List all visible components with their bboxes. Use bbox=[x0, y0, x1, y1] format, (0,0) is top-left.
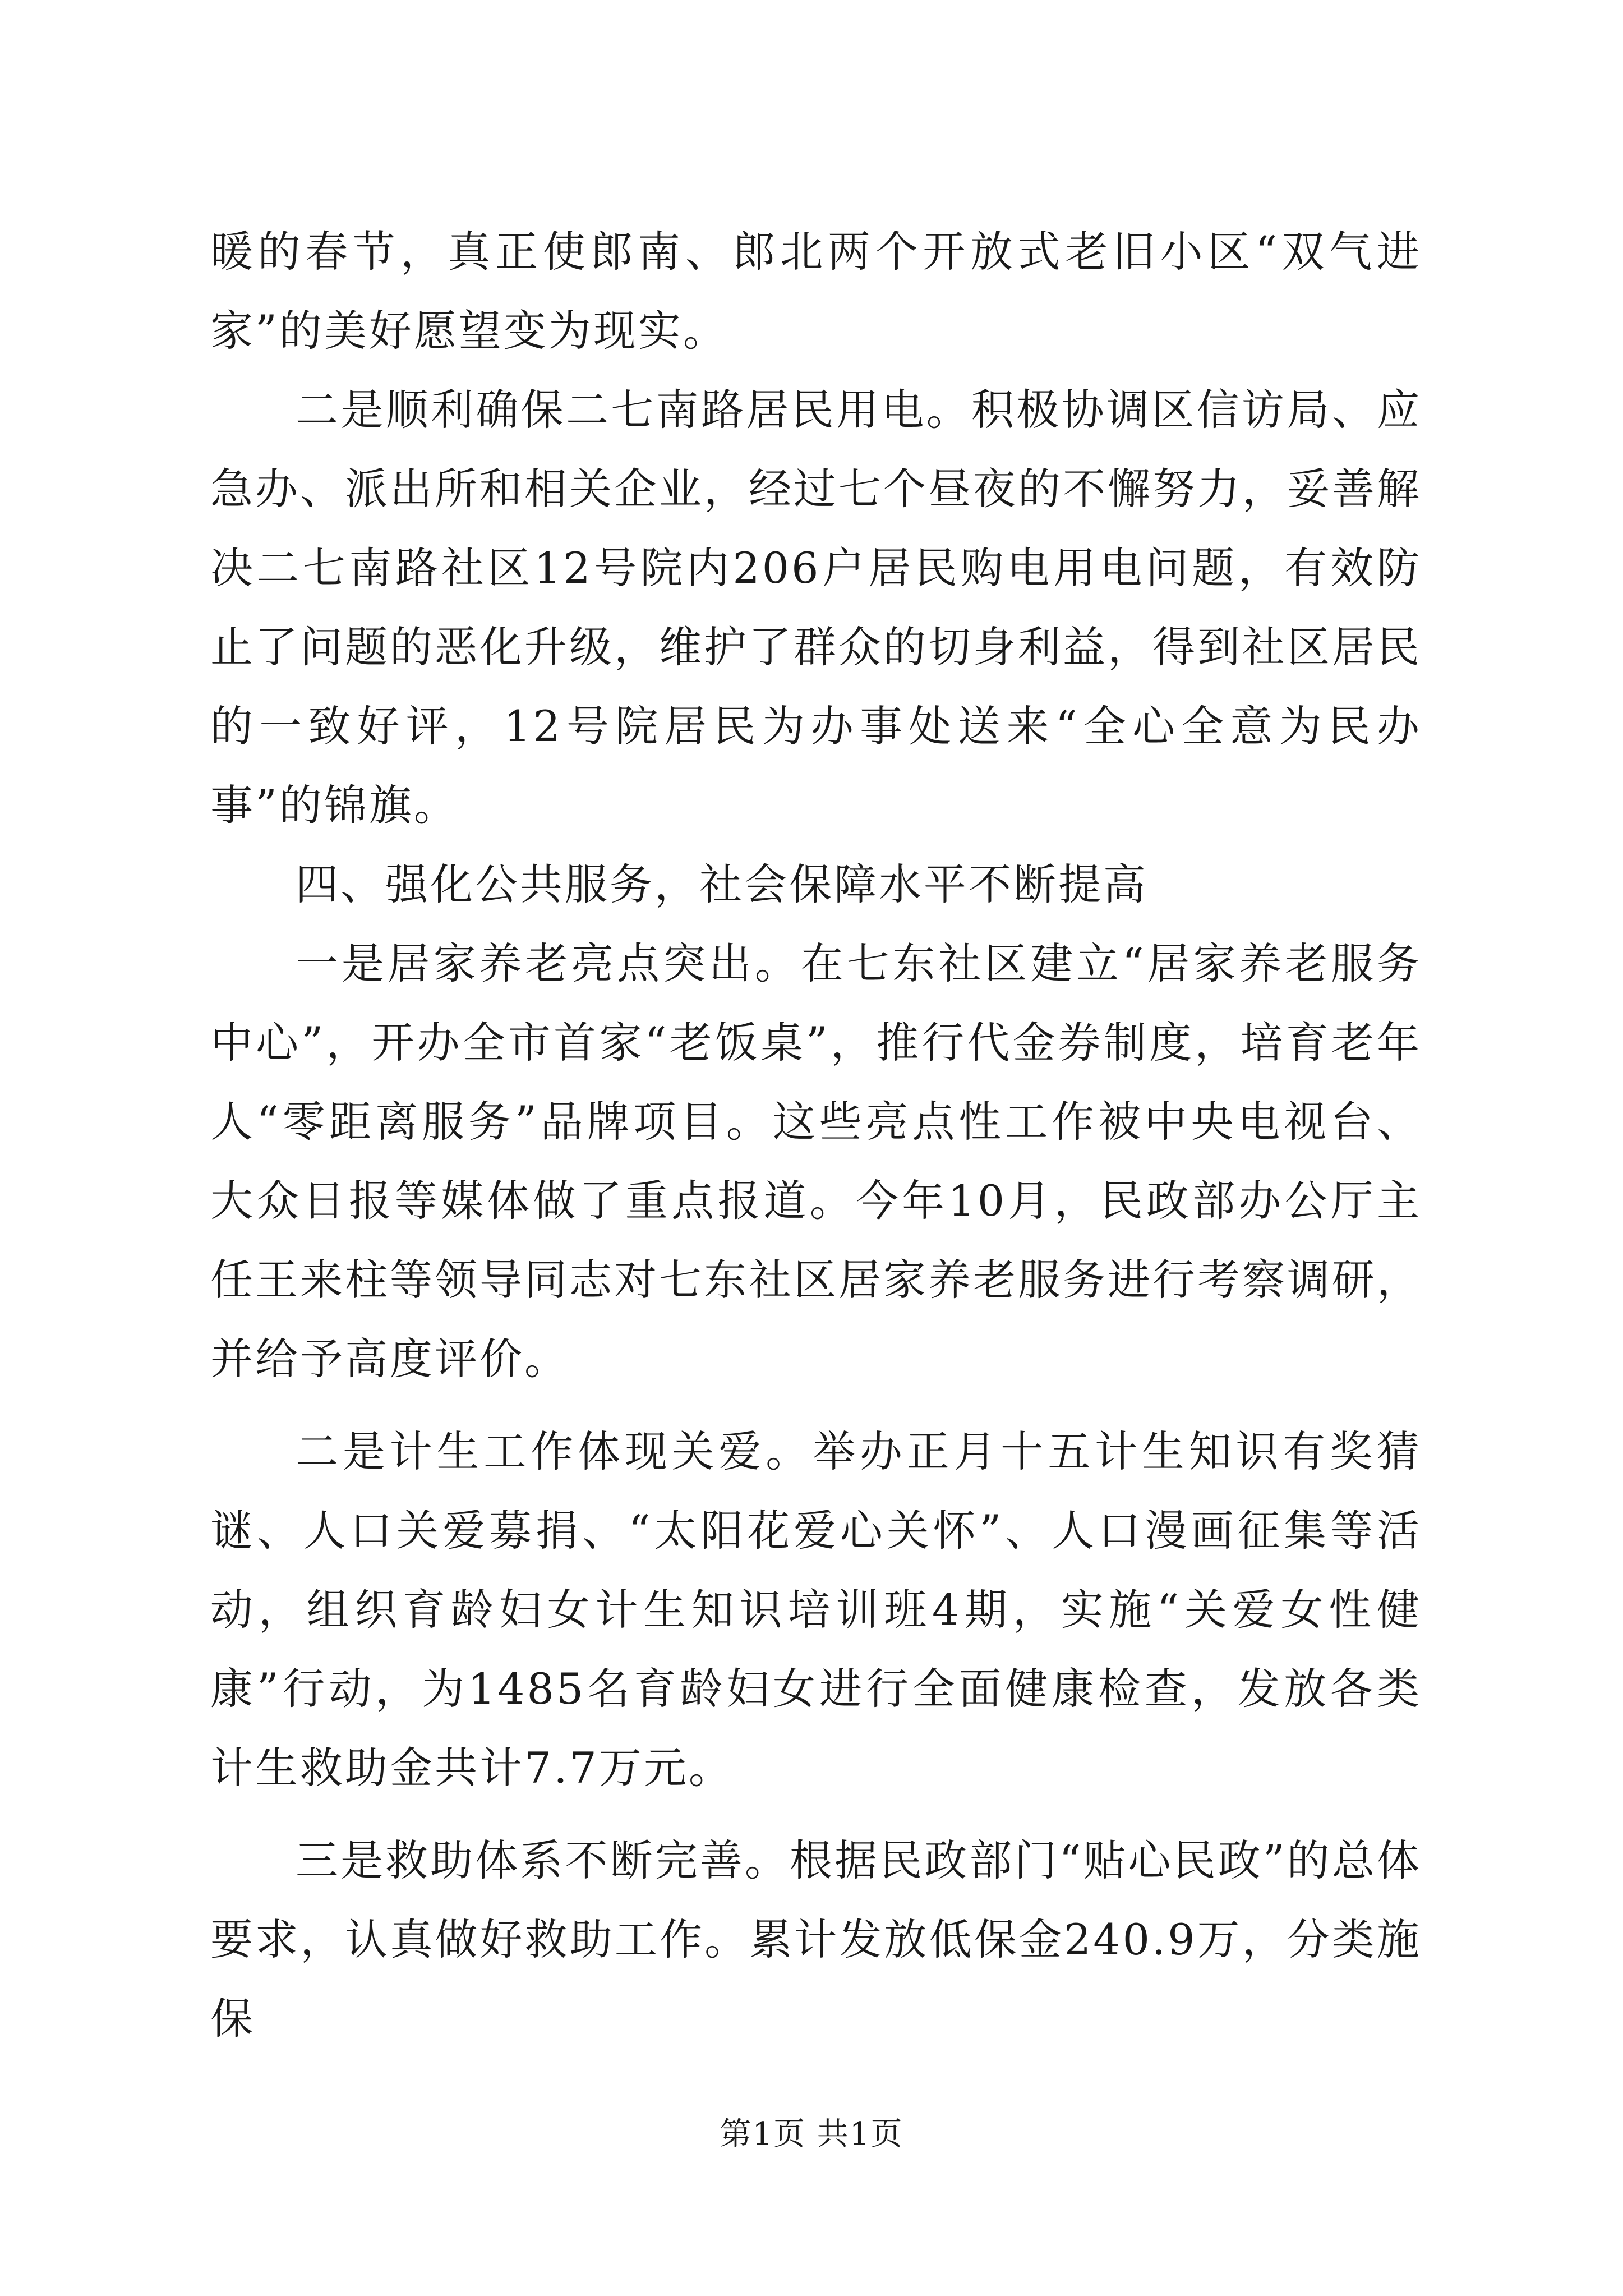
paragraph-continuation: 暖的春节，真正使郎南、郎北两个开放式老旧小区“双气进家”的美好愿望变为现实。 bbox=[210, 227, 1422, 356]
paragraph-electricity: 二是顺利确保二七南路居民用电。积极协调区信访局、应急办、派出所和相关企业，经过七个昼夜的不懈努力，妥善解决二七南路社区12号院内206户居民购电用电问题，有效防止了问题的恶化升级，维护了群众的切身利益，得到社区居民的一致好评，12号院居民为办事处送来“全心全意为民办事”的锦旗。 bbox=[210, 385, 1422, 830]
paragraph-family-planning: 二是计生工作体现关爱。举办正月十五计生知识有奖猜谜、人口关爱募捐、“太阳花爱心关怀”、人口漫画征集等活动，组织育龄妇女计生知识培训班4期，实施“关爱女性健康”行动，为1485名育龄妇女进行全面健康检查，发放各类计生救助金共计7.7万元。 bbox=[210, 1427, 1422, 1793]
document-body bbox=[210, 212, 1422, 2058]
section-heading-public-service: 四、强化公共服务，社会保障水平不断提高 bbox=[296, 859, 1148, 909]
page-number-footer: 第1页 共1页 bbox=[720, 2116, 903, 2152]
paragraph-relief-system: 三是救助体系不断完善。根据民政部门“贴心民政”的总体要求，认真做好救助工作。累计发放低保金240.9万，分类施保 bbox=[210, 1835, 1422, 2044]
paragraph-elderly-care: 一是居家养老亮点突出。在七东社区建立“居家养老服务中心”，开办全市首家“老饭桌”，推行代金券制度，培育老年人“零距离服务”品牌项目。这些亮点性工作被中央电视台、大众日报等媒体做了重点报道。今年10月，民政部办公厅主任王来柱等领导同志对七东社区居家养老服务进行考察调研，并给予高度评价。 bbox=[210, 938, 1422, 1384]
